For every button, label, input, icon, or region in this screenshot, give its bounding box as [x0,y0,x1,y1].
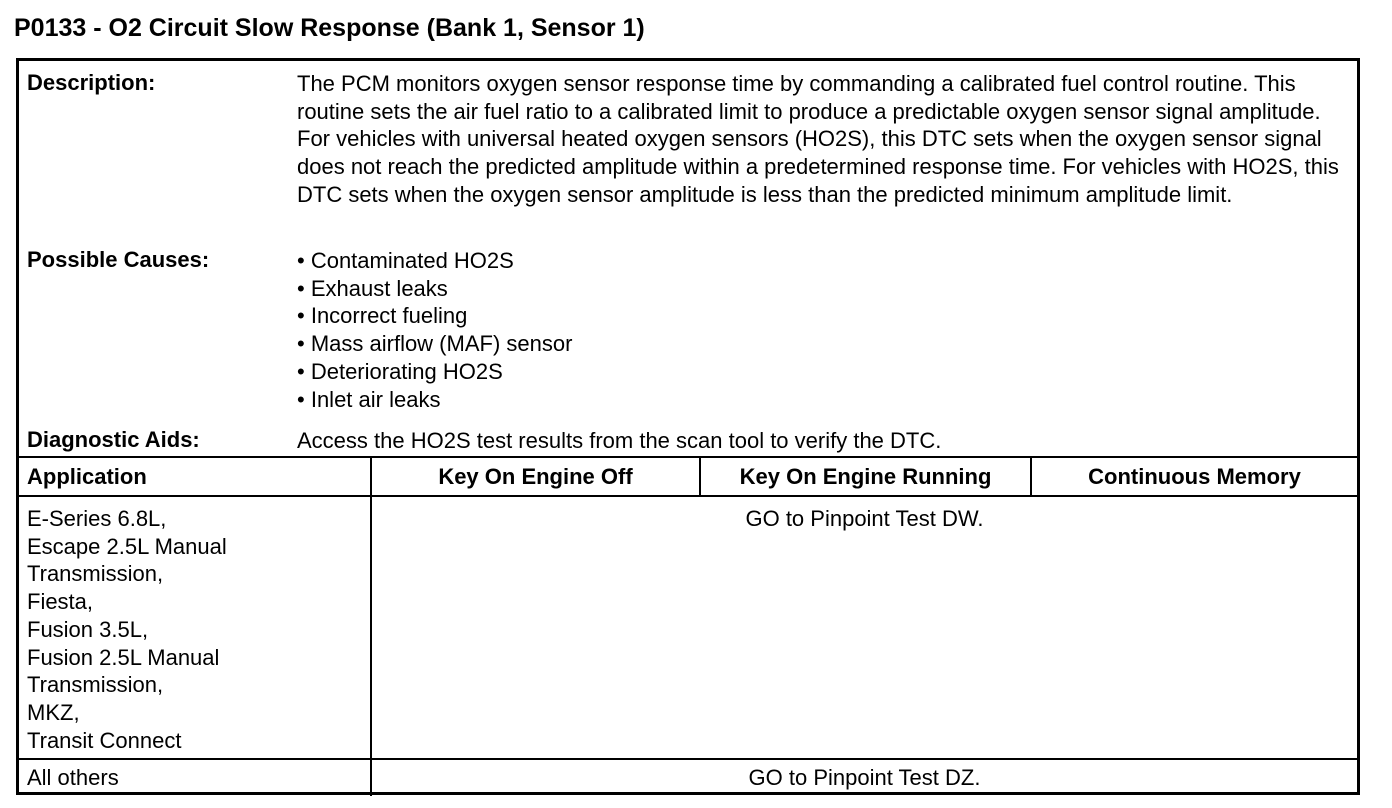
application-line: E-Series 6.8L, [27,506,167,531]
application-cell: All others [19,759,371,796]
application-table [19,456,1357,796]
application-line: Transit Connect [27,727,182,753]
page-title: P0133 - O2 Circuit Slow Response (Bank 1, Sensor 1) [14,14,645,42]
diagnostic-aids-label: Diagnostic Aids: [27,427,200,452]
description-label: Description: [27,70,156,95]
table-row [19,496,1357,759]
header-key-on-engine-running: Key On Engine Running [700,457,1031,496]
application-line: Fusion 3.5L, [27,616,149,642]
application-line: Escape 2.5L Manual [27,533,227,559]
description-text: The PCM monitors oxygen sensor response time by commanding a calibrated fuel control routine. This routine sets the air fuel ratio to a calibrated limit to produce a predictable oxygen sensor signal amplitude. For vehicles with universal heated oxygen sensors (HO2S), this DTC sets when the oxygen sensor signal does not reach the predicted amplitude within a predetermined response time. For vehicles with HO2S, this DTC sets when the oxygen sensor amplitude is less than the predicted minimum amplitude limit. [297,71,1339,207]
application-line: Transmission, [27,672,164,698]
diagnostic-aids-text: Access the HO2S test results from the scan tool to verify the DTC. [297,428,942,453]
table-row [19,759,1357,796]
list-item: • Incorrect fueling [297,302,572,330]
application-cell [19,496,371,759]
list-item: • Mass airflow (MAF) sensor [297,330,572,358]
list-item: • Deteriorating HO2S [297,358,572,386]
list-item: • Exhaust leaks [297,275,572,303]
list-item: • Contaminated HO2S [297,247,572,275]
possible-causes-label: Possible Causes: [27,247,210,272]
application-line: Fusion 2.5L Manual [27,644,220,670]
list-item: • Inlet air leaks [297,386,572,414]
header-application: Application [19,457,371,496]
table-header-row [19,457,1357,496]
application-line: MKZ, [27,699,80,725]
header-continuous-memory: Continuous Memory [1031,457,1357,496]
possible-causes-list [297,247,572,413]
dtc-info-frame [16,58,1360,795]
pinpoint-test-dw-link[interactable]: GO to Pinpoint Test DW. [371,496,1357,759]
application-line: Fiesta, [27,589,94,615]
header-key-on-engine-off: Key On Engine Off [371,457,700,496]
pinpoint-test-dz-link[interactable]: GO to Pinpoint Test DZ. [371,759,1357,796]
application-line: Transmission, [27,561,164,587]
